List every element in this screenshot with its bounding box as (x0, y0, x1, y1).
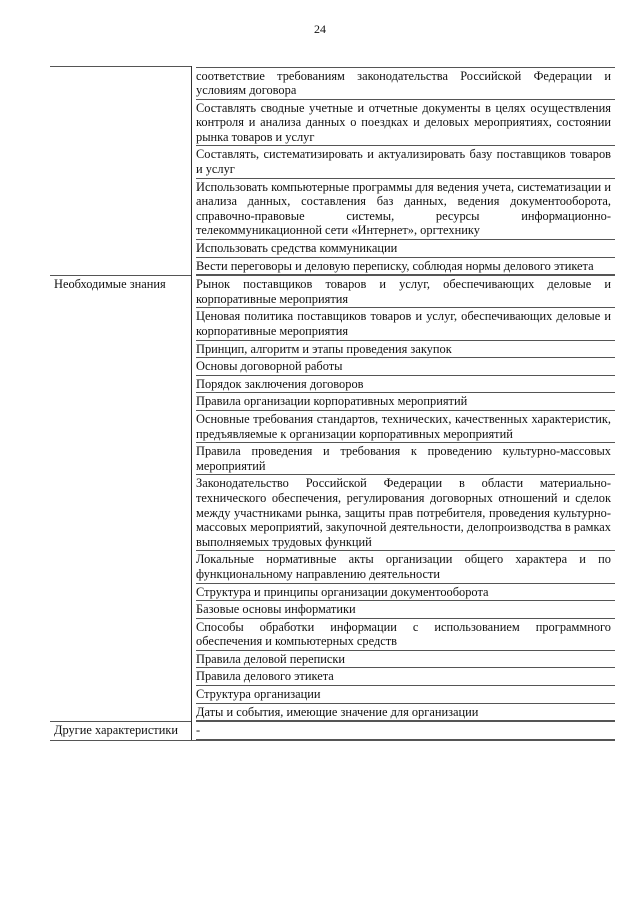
list-item: Локальные нормативные акты организации общего характера и по функциональному направлению деятельности (196, 551, 615, 583)
list-item: Основные требования стандартов, технических, качественных характеристик, предъявляемые к организации корпоративных мероприятий (196, 411, 615, 443)
table-row (50, 721, 615, 740)
row-value-cell (192, 721, 616, 740)
row-label: Необходимые знания (54, 276, 166, 291)
row-label-cell (50, 67, 192, 276)
table-row (50, 275, 615, 721)
list-item: Правила делового этикета (196, 668, 615, 686)
list-item: Структура и принципы организации документооборота (196, 584, 615, 602)
list-item: Правила проведения и требования к проведению культурно-массовых мероприятий (196, 443, 615, 475)
list-item: Законодательство Российской Федерации в области материально-технического обеспечения, регулирования договорных отношений и сделок между участниками рынка, защиты прав потребителя, проведения культурно-массовых мероприятий, закупочной деятельности, делопроизводства в рамках выполняемых трудовых функций (196, 475, 615, 551)
list-item: - (196, 721, 615, 740)
list-item: Правила деловой переписки (196, 651, 615, 669)
row-label-cell (50, 721, 192, 740)
list-item: Составлять сводные учетные и отчетные документы в целях осуществления контроля и анализа данных о поездках и деловых мероприятиях, состоянии рынка товаров и услуг (196, 100, 615, 147)
list-item: Составлять, систематизировать и актуализировать базу поставщиков товаров и услуг (196, 146, 615, 178)
row-label-cell (50, 275, 192, 721)
characteristics-table (50, 66, 615, 741)
row-value-cell (192, 275, 616, 721)
table-row (50, 67, 615, 276)
list-item: Даты и события, имеющие значение для организации (196, 704, 615, 722)
list-item: Использовать компьютерные программы для ведения учета, систематизации и анализа данных, составления баз данных, ведения документооборота, справочно-правовые системы, ресурсы информационно-телекоммуникационной сети «Интернет», оргтехнику (196, 179, 615, 240)
list-item: Базовые основы информатики (196, 601, 615, 619)
list-item: Ценовая политика поставщиков товаров и услуг, обеспечивающих деловые и корпоративные мероприятия (196, 308, 615, 340)
list-item: Основы договорной работы (196, 358, 615, 376)
row-label: Другие характеристики (54, 722, 179, 737)
list-item: Порядок заключения договоров (196, 376, 615, 394)
list-item: Способы обработки информации с использованием программного обеспечения и компьютерных средств (196, 619, 615, 651)
list-item: Использовать средства коммуникации (196, 240, 615, 258)
list-item: Структура организации (196, 686, 615, 704)
list-item: Принцип, алгоритм и этапы проведения закупок (196, 341, 615, 359)
row-value-cell (192, 67, 616, 276)
list-item: Рынок поставщиков товаров и услуг, обеспечивающих деловые и корпоративные мероприятия (196, 275, 615, 308)
list-item: соответствие требованиям законодательства Российской Федерации и условиям договора (196, 67, 615, 100)
row-label (54, 67, 191, 68)
table-body (50, 67, 615, 741)
list-item: Вести переговоры и деловую переписку, соблюдая нормы делового этикета (196, 258, 615, 276)
list-item: Правила организации корпоративных мероприятий (196, 393, 615, 411)
page-number: 24 (314, 22, 326, 36)
